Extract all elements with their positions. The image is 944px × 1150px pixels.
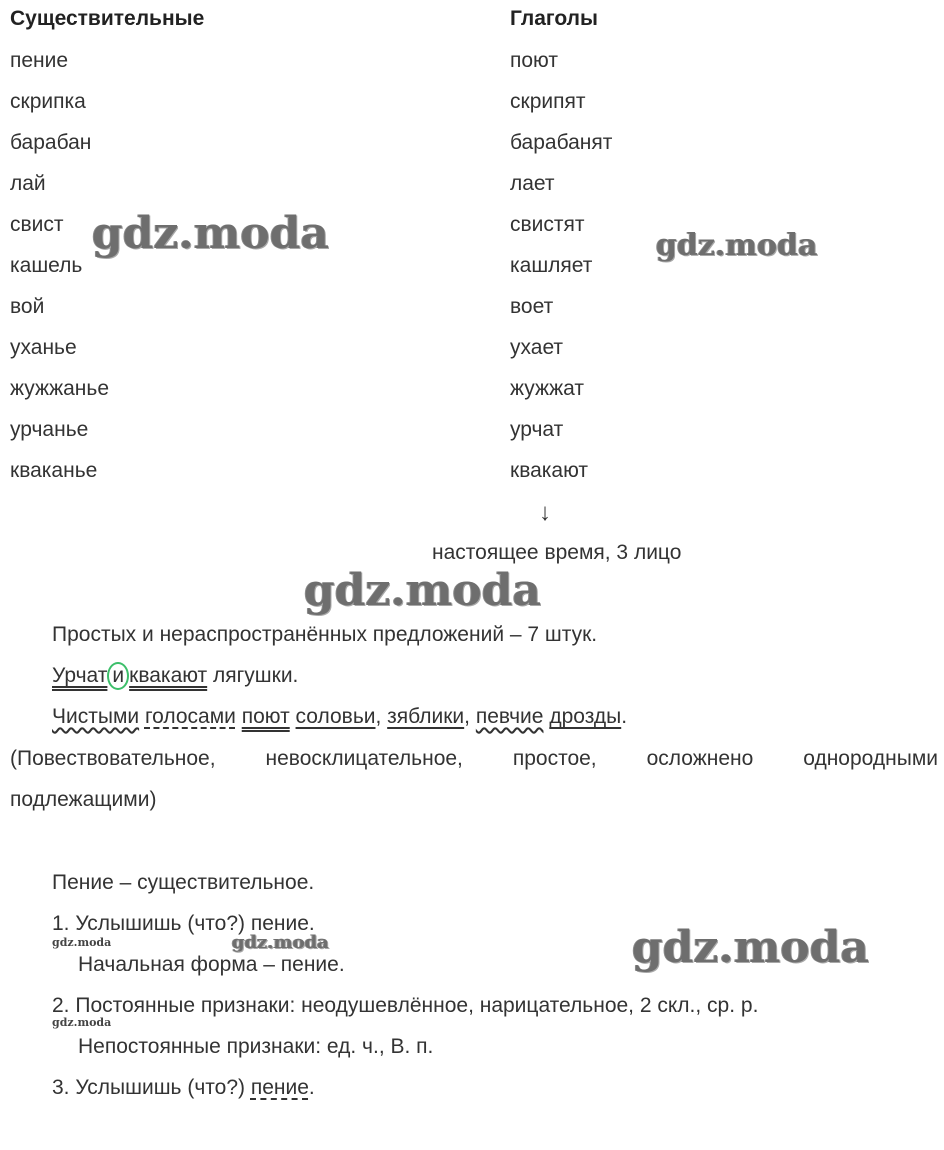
adverbial-word: голосами xyxy=(144,705,236,728)
subject-word: соловьи xyxy=(295,705,376,728)
verb-item: свистят xyxy=(510,213,585,236)
verb-item: жужжат xyxy=(510,377,584,400)
analysis-item-1-sub: Начальная форма – пение. xyxy=(78,953,345,976)
sentence-description: (Повествовательное, невосклицательное, простое, осложнено однородными xyxy=(10,747,938,770)
predicate-word: Урчат xyxy=(52,664,108,687)
watermark-logo: gdz.moda xyxy=(52,936,112,949)
noun-item: кваканье xyxy=(10,459,98,482)
subject-text: лягушки. xyxy=(207,664,299,687)
object-word: пение xyxy=(250,1076,309,1099)
verb-item: кашляет xyxy=(510,254,593,277)
verb-item: поют xyxy=(510,49,558,72)
tense-note: настоящее время, 3 лицо xyxy=(432,541,682,564)
down-arrow-icon: ↓ xyxy=(539,499,551,526)
sentence-1 xyxy=(52,662,298,690)
verb-item: квакают xyxy=(510,459,589,482)
noun-item: кашель xyxy=(10,254,83,277)
definition-word: Чистыми xyxy=(52,705,140,728)
noun-item: скрипка xyxy=(10,90,86,113)
noun-item: свист xyxy=(10,213,64,236)
watermark-logo: gdz.moda xyxy=(632,922,870,973)
noun-item: барабан xyxy=(10,131,92,154)
predicate-word: квакают xyxy=(129,664,208,687)
watermark-logo: gdz.moda xyxy=(52,1016,112,1029)
watermark-logo: gdz.moda xyxy=(232,932,329,953)
watermark-logo: gdz.moda xyxy=(304,565,542,616)
sentence-count: Простых и нераспространённых предложений – 7 штук. xyxy=(52,623,598,646)
subject-word: зяблики xyxy=(387,705,465,728)
verb-item: скрипят xyxy=(510,90,586,113)
analysis-item-3 xyxy=(52,1075,315,1101)
predicate-word: поют xyxy=(241,705,290,728)
noun-item: пение xyxy=(10,49,69,72)
analysis-title: Пение – существительное. xyxy=(52,871,315,894)
definition-word: певчие xyxy=(475,705,544,728)
verb-item: урчат xyxy=(510,418,564,441)
sentence-2: Чистыми голосами поют соловьи, зяблики, певчие дрозды. xyxy=(52,705,628,728)
noun-item: жужжанье xyxy=(10,377,110,400)
noun-item: вой xyxy=(10,295,45,318)
analysis-item-2: 2. Постоянные признаки: неодушевлённое, нарицательное, 2 скл., ср. р. xyxy=(52,994,759,1017)
noun-item: уханье xyxy=(10,336,77,359)
verb-item: барабанят xyxy=(510,131,613,154)
verb-item: воет xyxy=(510,295,554,318)
analysis-item-3-text: 3. Услышишь (что?) xyxy=(52,1076,251,1099)
verbs-header: Глаголы xyxy=(510,7,598,30)
conjunction-circled: и xyxy=(107,662,129,690)
watermark-logo: gdz.moda xyxy=(92,208,330,259)
nouns-header: Существительные xyxy=(10,7,205,30)
sentence-description-cont: подлежащими) xyxy=(10,788,157,811)
analysis-item-2-sub: Непостоянные признаки: ед. ч., В. п. xyxy=(78,1035,434,1058)
verb-item: лает xyxy=(510,172,555,195)
subject-word: дрозды xyxy=(549,705,622,728)
noun-item: лай xyxy=(10,172,46,195)
watermark-logo: gdz.moda xyxy=(656,228,818,263)
analysis-item-3-end: . xyxy=(308,1076,315,1099)
analysis-item-1: 1. Услышишь (что?) пение. xyxy=(52,912,315,935)
noun-item: урчанье xyxy=(10,418,89,441)
verb-item: ухает xyxy=(510,336,564,359)
